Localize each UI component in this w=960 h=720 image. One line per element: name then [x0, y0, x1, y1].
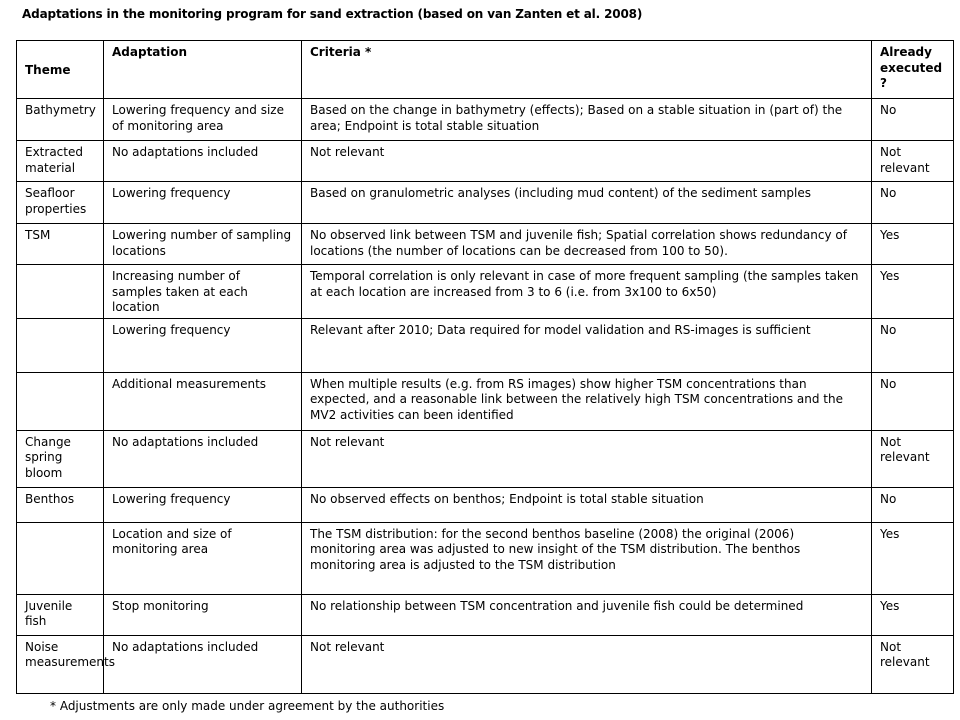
cell-adaptation: No adaptations included [104, 635, 302, 693]
cell-already-executed: No [872, 182, 954, 224]
table-row [17, 594, 954, 635]
cell-criteria: Not relevant [302, 635, 872, 693]
cell-already-executed: Yes [872, 265, 954, 319]
header-adaptation: Adaptation [104, 41, 302, 99]
cell-theme [17, 265, 104, 319]
cell-already-executed: Not relevant [872, 635, 954, 693]
header-theme: Theme [17, 41, 104, 99]
table-row [17, 99, 954, 141]
cell-theme [17, 372, 104, 430]
cell-already-executed: No [872, 99, 954, 141]
cell-theme: Bathymetry [17, 99, 104, 141]
cell-already-executed: No [872, 372, 954, 430]
table-row [17, 372, 954, 430]
cell-already-executed: No [872, 318, 954, 372]
cell-theme: Noise measurements [17, 635, 104, 693]
table-row [17, 487, 954, 522]
cell-adaptation: No adaptations included [104, 141, 302, 182]
cell-criteria: Based on granulometric analyses (including mud content) of the sediment samples [302, 182, 872, 224]
adaptations-table [16, 40, 954, 694]
cell-criteria: No observed effects on benthos; Endpoint is total stable situation [302, 487, 872, 522]
cell-adaptation: Increasing number of samples taken at each location [104, 265, 302, 319]
cell-already-executed: Yes [872, 224, 954, 265]
cell-criteria: The TSM distribution: for the second benthos baseline (2008) the original (2006) monitoring area was adjusted to new insight of the TSM distribution. The benthos monitoring area is adjusted to the TSM distribution [302, 522, 872, 594]
cell-theme: Benthos [17, 487, 104, 522]
cell-already-executed: Yes [872, 522, 954, 594]
cell-criteria: Temporal correlation is only relevant in case of more frequent sampling (the samples taken at each location are increased from 3 to 6 (i.e. from 3x100 to 6x50) [302, 265, 872, 319]
cell-theme: Juvenile fish [17, 594, 104, 635]
cell-criteria: Relevant after 2010; Data required for model validation and RS-images is sufficient [302, 318, 872, 372]
cell-criteria: When multiple results (e.g. from RS images) show higher TSM concentrations than expected, and a reasonable link between the relatively high TSM concentrations and the MV2 activities can been identified [302, 372, 872, 430]
cell-theme: TSM [17, 224, 104, 265]
cell-adaptation: Location and size of monitoring area [104, 522, 302, 594]
cell-criteria: Not relevant [302, 141, 872, 182]
table-row [17, 318, 954, 372]
cell-already-executed: No [872, 487, 954, 522]
header-already-executed: Already executed ? [872, 41, 954, 99]
cell-theme: Extracted material [17, 141, 104, 182]
cell-adaptation: Stop monitoring [104, 594, 302, 635]
cell-adaptation: Lowering number of sampling locations [104, 224, 302, 265]
cell-already-executed: Not relevant [872, 430, 954, 487]
cell-already-executed: Not relevant [872, 141, 954, 182]
cell-theme: Change spring bloom [17, 430, 104, 487]
cell-adaptation: Lowering frequency [104, 318, 302, 372]
table-row [17, 522, 954, 594]
table-row [17, 224, 954, 265]
document-title: Adaptations in the monitoring program for sand extraction (based on van Zanten et al. 2008) [22, 7, 643, 21]
cell-criteria: Based on the change in bathymetry (effects); Based on a stable situation in (part of) the area; Endpoint is total stable situation [302, 99, 872, 141]
cell-criteria: No relationship between TSM concentration and juvenile fish could be determined [302, 594, 872, 635]
header-criteria: Criteria * [302, 41, 872, 99]
table-header-row [17, 41, 954, 99]
table-row [17, 265, 954, 319]
cell-adaptation: Lowering frequency and size of monitoring area [104, 99, 302, 141]
cell-theme [17, 522, 104, 594]
table-row [17, 635, 954, 693]
cell-criteria: No observed link between TSM and juvenile fish; Spatial correlation shows redundancy of locations (the number of locations can be decreased from 100 to 50). [302, 224, 872, 265]
table-row [17, 430, 954, 487]
cell-adaptation: Lowering frequency [104, 182, 302, 224]
footnote: * Adjustments are only made under agreement by the authorities [50, 699, 445, 713]
cell-already-executed: Yes [872, 594, 954, 635]
table-row [17, 141, 954, 182]
table-row [17, 182, 954, 224]
cell-adaptation: Additional measurements [104, 372, 302, 430]
cell-adaptation: Lowering frequency [104, 487, 302, 522]
cell-adaptation: No adaptations included [104, 430, 302, 487]
cell-theme: Seafloor properties [17, 182, 104, 224]
cell-criteria: Not relevant [302, 430, 872, 487]
cell-theme [17, 318, 104, 372]
